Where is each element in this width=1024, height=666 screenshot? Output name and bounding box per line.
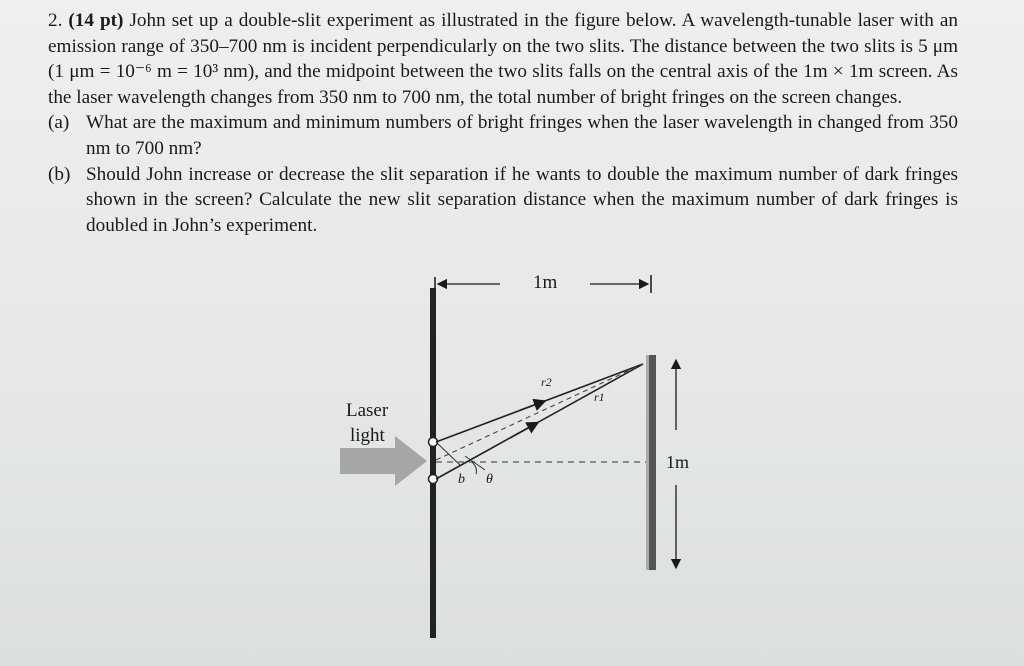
problem-points: (14 pt) (68, 10, 124, 31)
slit-barrier (430, 288, 436, 638)
problem-stem-text: John set up a double-slit experiment as illustrated in the figure below. A wavelength-tunable laser with an emission range of 350–700 nm is incident perpendicularly on the two slits. The distance between the two slits is 5 μm (1 μm = 10⁻⁶ m = 10³ nm), and the midpoint between the two slits falls on the central axis of the 1m × 1m screen. As the laser wavelength changes from 350 nm to 700 nm, the total number of bright fringes on the screen changes. (48, 10, 959, 108)
problem-number: 2. (48, 10, 69, 31)
light-label: light (350, 425, 385, 446)
part-a-mark: (a) (48, 112, 70, 134)
distance-label: 1m (533, 272, 558, 293)
r2-label: r2 (541, 375, 552, 389)
center-ray-dashed (436, 364, 643, 460)
b-label: b (458, 472, 465, 487)
part-a-text: What are the maximum and minimum numbers of bright fringes when the laser wavelength in changed from 350 nm to 700 nm? (86, 112, 958, 159)
ray-r2-arrow (520, 401, 545, 410)
screen-height-label: 1m (666, 452, 690, 472)
screen-highlight (646, 355, 649, 570)
theta-label: θ (486, 472, 493, 487)
part-b-text: Should John increase or decrease the slit separation if he wants to double the maximum number of dark fringes shown in the screen? Calculate the new slit separation distance when the maximum number of dark fringes is doubled in John’s experiment. (86, 163, 958, 236)
part-b-mark: (b) (48, 163, 71, 185)
laser-label: Laser (346, 400, 389, 421)
r1-label: r1 (594, 390, 605, 404)
ray-r1-arrow (510, 423, 538, 439)
